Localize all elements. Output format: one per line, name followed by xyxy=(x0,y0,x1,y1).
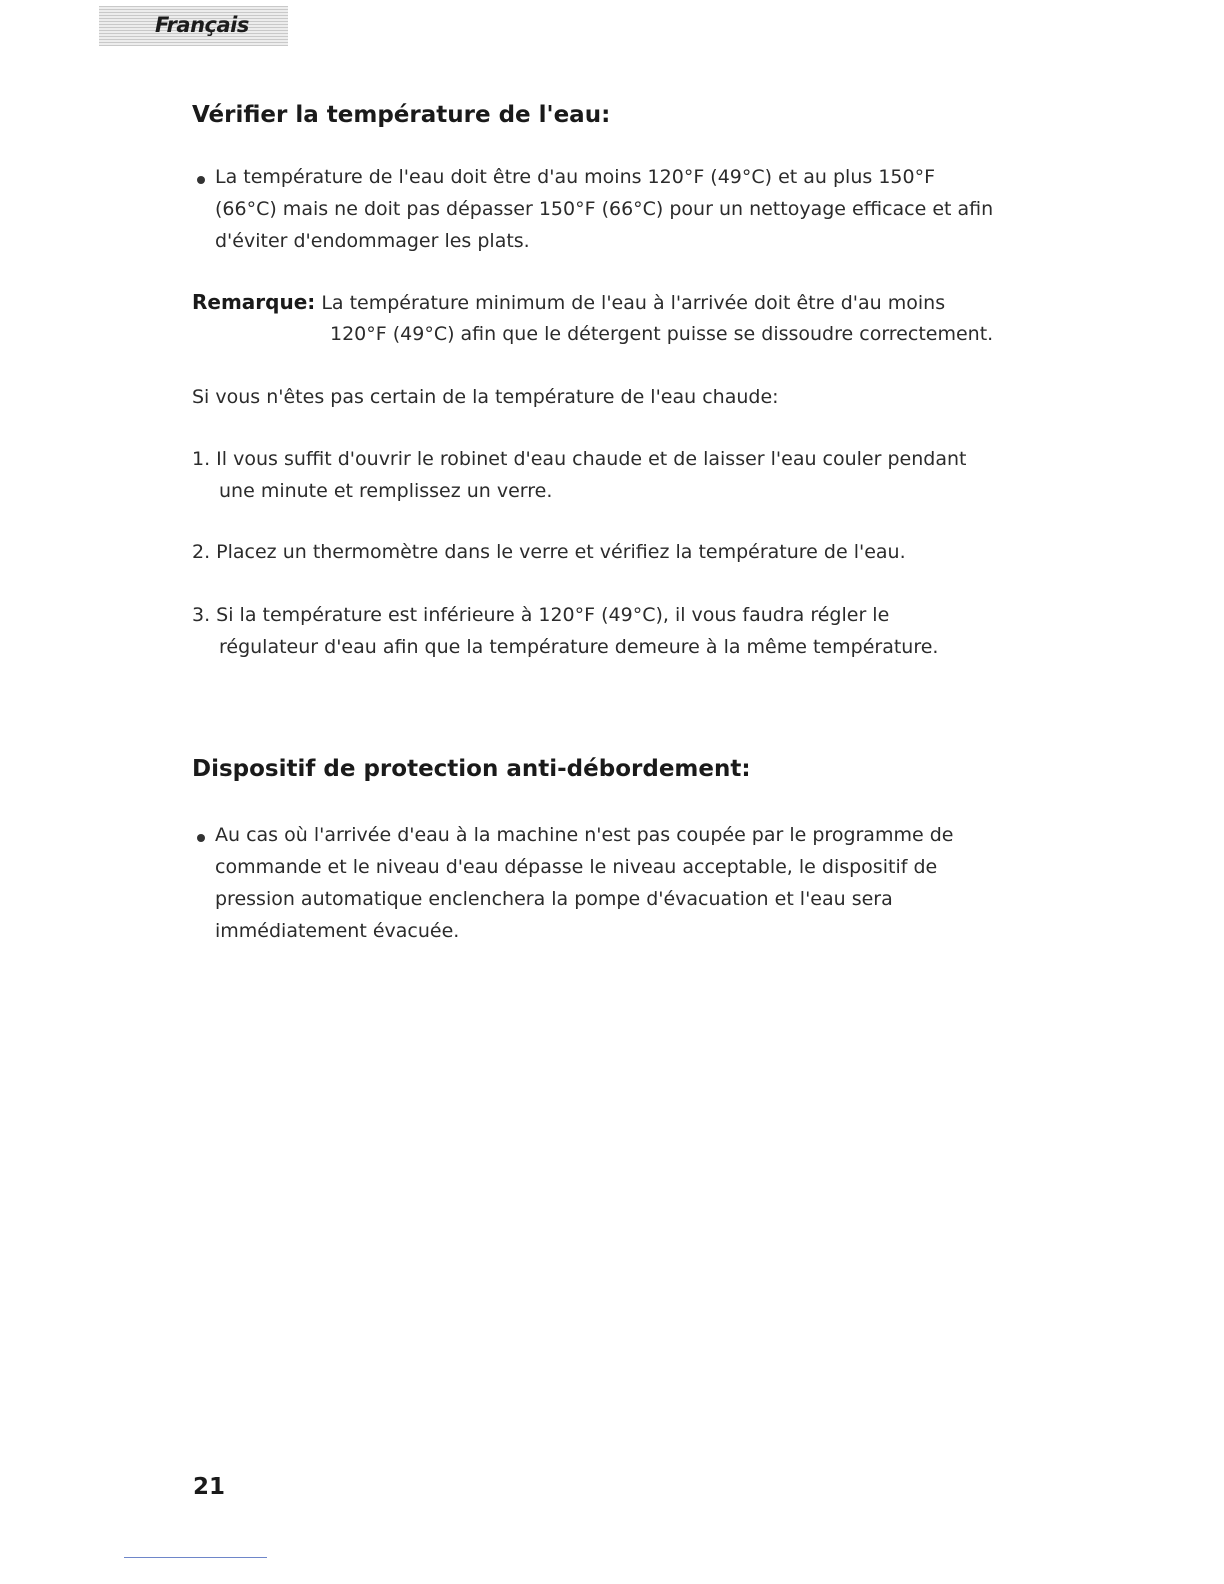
bullet-dot-icon xyxy=(197,834,205,842)
temperature-bullet xyxy=(215,161,993,257)
note-text-1: La température minimum de l'eau à l'arrivée doit être d'au moins xyxy=(321,292,946,314)
overflow-bullet xyxy=(215,819,953,947)
temperature-bullet-line-1: La température de l'eau doit être d'au moins 120°F (49°C) et au plus 150°F xyxy=(215,166,936,188)
footer-divider xyxy=(124,1557,267,1558)
overflow-bullet-line-2: commande et le niveau d'eau dépasse le niveau acceptable, le dispositif de xyxy=(215,856,938,878)
section-title-temperature: Vérifier la température de l'eau: xyxy=(192,102,611,128)
language-tab xyxy=(99,6,288,46)
language-label: Français xyxy=(155,13,249,37)
step-1-line-2: une minute et remplissez un verre. xyxy=(219,480,553,502)
page-number: 21 xyxy=(193,1474,226,1500)
section-title-overflow: Dispositif de protection anti-débordement: xyxy=(192,756,751,782)
step-3-line-1: 3. Si la température est inférieure à 120°F (49°C), il vous faudra régler le xyxy=(192,604,890,626)
overflow-bullet-line-1: Au cas où l'arrivée d'eau à la machine n'est pas coupée par le programme de xyxy=(215,824,954,846)
temperature-bullet-line-2: (66°C) mais ne doit pas dépasser 150°F (66°C) pour un nettoyage efficace et afin xyxy=(215,198,994,220)
step-2-line-1: 2. Placez un thermomètre dans le verre et vérifiez la température de l'eau. xyxy=(192,541,906,563)
note-text-2: 120°F (49°C) afin que le détergent puisse se dissoudre correctement. xyxy=(330,323,994,345)
bullet-dot-icon xyxy=(197,176,205,184)
note-label: Remarque: xyxy=(192,290,316,314)
overflow-bullet-line-3: pression automatique enclenchera la pompe d'évacuation et l'eau sera xyxy=(215,888,893,910)
note-line-1 xyxy=(192,286,945,319)
temperature-bullet-line-3: d'éviter d'endommager les plats. xyxy=(215,230,530,252)
intro-text: Si vous n'êtes pas certain de la température de l'eau chaude: xyxy=(192,386,779,408)
step-3-line-2: régulateur d'eau afin que la température demeure à la même température. xyxy=(219,636,939,658)
overflow-bullet-line-4: immédiatement évacuée. xyxy=(215,920,460,942)
step-1-line-1: 1. Il vous suffit d'ouvrir le robinet d'eau chaude et de laisser l'eau couler pendant xyxy=(192,448,967,470)
